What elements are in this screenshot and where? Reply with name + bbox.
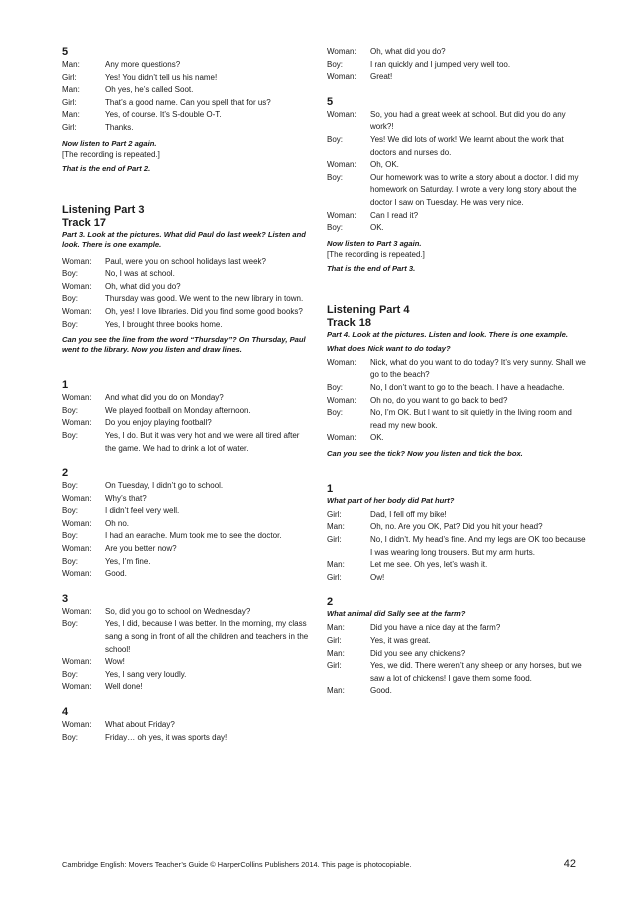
dialogue-line	[62, 392, 312, 405]
speaker-label: Boy:	[62, 531, 79, 541]
dialogue-text: No, I don’t want to go to the beach. I have a headache.	[370, 382, 565, 392]
dialogue-line	[327, 46, 587, 59]
dialogue-line	[62, 681, 312, 694]
dialogue-line	[62, 256, 312, 269]
speaker-label: Woman:	[327, 395, 357, 405]
dialogue-line	[62, 480, 312, 493]
dialogue	[62, 392, 312, 455]
dialogue-text: Oh no, do you want to go back to bed?	[370, 395, 508, 405]
speaker-label: Boy:	[327, 408, 344, 418]
speaker-label: Woman:	[62, 518, 92, 528]
dialogue-line	[327, 521, 587, 534]
instruction: Now listen to Part 2 again.	[62, 138, 157, 148]
dialogue-line	[327, 71, 587, 84]
part-instruction: Part 4. Look at the pictures. Listen and look. There is one example.	[327, 329, 568, 339]
dialogue-line	[62, 669, 312, 682]
repeat-note: [The recording is repeated.]	[62, 149, 160, 159]
part-heading: Listening Part 4	[327, 303, 410, 316]
speaker-label: Woman:	[327, 210, 357, 220]
dialogue-text: No, I was at school.	[105, 269, 175, 279]
dialogue-line	[327, 395, 587, 408]
dialogue-text: Friday… oh yes, it was sports day!	[105, 732, 228, 742]
speaker-label: Woman:	[327, 357, 357, 367]
dialogue	[62, 480, 312, 581]
dialogue-text: Thanks.	[105, 122, 134, 132]
dialogue-text: What about Friday?	[105, 720, 175, 729]
dialogue-text: Good.	[105, 569, 127, 579]
speaker-label: Boy:	[62, 294, 79, 304]
track-label: Track 18	[327, 316, 372, 329]
dialogue-text: Dad, I fell off my bike!	[370, 509, 447, 519]
dialogue	[327, 46, 587, 84]
section-number: 5	[327, 95, 334, 108]
speaker-label: Girl:	[327, 535, 342, 545]
speaker-label: Man:	[62, 110, 80, 120]
speaker-label: Boy:	[327, 59, 344, 69]
dialogue-line	[327, 172, 587, 210]
speaker-label: Girl:	[62, 97, 77, 107]
dialogue-text: So, did you go to school on Wednesday?	[105, 606, 251, 616]
dialogue-text: Oh no.	[105, 518, 130, 528]
speaker-label: Girl:	[327, 509, 342, 519]
dialogue-text: Good.	[370, 686, 392, 696]
track-label: Track 17	[62, 216, 107, 229]
speaker-label: Boy:	[62, 619, 79, 629]
dialogue-line	[62, 568, 312, 581]
speaker-label: Man:	[327, 623, 345, 633]
section-number: 2	[327, 596, 334, 609]
dialogue-text: Nick, what do you want to do today? It’s very sunny. Shall we go to the beach?	[370, 357, 586, 380]
page-number: 42	[563, 858, 576, 870]
speaker-label: Woman:	[62, 657, 92, 667]
dialogue-line	[62, 719, 312, 732]
dialogue-text: Oh, OK.	[370, 160, 399, 170]
dialogue-line	[62, 732, 312, 745]
speaker-label: Man:	[327, 522, 345, 532]
dialogue-line	[327, 134, 587, 159]
dialogue-line	[327, 635, 587, 648]
dialogue-line	[327, 622, 587, 635]
speaker-label: Boy:	[327, 172, 344, 182]
dialogue	[62, 719, 312, 744]
dialogue-text: Yes, it was great.	[370, 636, 431, 646]
instruction: Now listen to Part 3 again.	[327, 238, 422, 248]
speaker-label: Woman:	[327, 433, 357, 443]
dialogue-text: Oh, no. Are you OK, Pat? Did you hit your head?	[370, 522, 543, 532]
speaker-label: Man:	[327, 560, 345, 570]
section-number: 3	[62, 592, 69, 605]
dialogue-text: Can I read it?	[370, 210, 419, 220]
speaker-label: Woman:	[327, 109, 357, 119]
speaker-label: Boy:	[327, 382, 344, 392]
dialogue-text: Yes, I sang very loudly.	[105, 669, 187, 679]
right-column	[327, 46, 587, 698]
dialogue-line	[327, 109, 587, 134]
dialogue-text: No, I didn’t. My head’s fine. And my legs are OK too because I was wearing long trousers. But my arm hurts.	[370, 535, 586, 557]
dialogue-text: No, I’m OK. But I want to sit quietly in the living room and read my new book.	[370, 408, 572, 430]
speaker-label: Woman:	[327, 72, 357, 82]
dialogue-line	[327, 59, 587, 72]
section-number: 4	[62, 706, 69, 718]
speaker-label: Man:	[327, 686, 345, 696]
dialogue-text: So, you had a great week at school. But did you do any work?!	[370, 109, 566, 132]
speaker-label: Boy:	[62, 481, 79, 491]
page-footer	[62, 858, 576, 870]
dialogue-text: I didn’t feel very well.	[105, 506, 180, 516]
part-instruction: Part 3. Look at the pictures. What did Paul do last week? Listen and look. There is one example.	[62, 229, 306, 249]
speaker-label: Boy:	[62, 732, 79, 742]
dialogue-text: Are you better now?	[105, 544, 177, 554]
speaker-label: Woman:	[62, 569, 92, 579]
dialogue-text: OK.	[370, 433, 384, 443]
dialogue-line	[327, 559, 587, 572]
speaker-label: Girl:	[62, 122, 77, 132]
dialogue-line	[62, 518, 312, 531]
dialogue-text: I ran quickly and I jumped very well too.	[370, 59, 511, 69]
speaker-label: Girl:	[327, 572, 342, 582]
speaker-label: Boy:	[62, 506, 79, 516]
dialogue-line	[62, 293, 312, 306]
dialogue-line	[62, 109, 312, 122]
speaker-label: Woman:	[62, 418, 92, 428]
dialogue-text: Yes, I did, because I was better. In the morning, my class sang a song in front of all the children and teachers in the school!	[105, 619, 309, 654]
speaker-label: Man:	[327, 648, 345, 658]
end-note: That is the end of Part 3.	[327, 263, 416, 273]
dialogue-text: Yes, I brought three books home.	[105, 319, 223, 329]
end-note: That is the end of Part 2.	[62, 163, 151, 173]
speaker-label: Boy:	[62, 269, 79, 279]
dialogue-text: Oh, what did you do?	[105, 281, 181, 291]
dialogue-line	[62, 430, 312, 455]
dialogue-line	[62, 97, 312, 110]
speaker-label: Boy:	[62, 430, 79, 440]
dialogue	[327, 622, 587, 698]
dialogue-line	[62, 84, 312, 97]
dialogue-text: Oh, yes! I love libraries. Did you find some good books?	[105, 306, 303, 316]
dialogue-text: Wow!	[105, 657, 125, 667]
dialogue	[327, 357, 587, 445]
dialogue-line	[62, 281, 312, 294]
dialogue-line	[62, 493, 312, 506]
question: What animal did Sally see at the farm?	[327, 609, 466, 619]
dialogue-line	[62, 405, 312, 418]
speaker-label: Girl:	[327, 636, 342, 646]
dialogue-text: Oh yes, he’s called Soot.	[105, 85, 194, 95]
dialogue-text: That’s a good name. Can you spell that for us?	[105, 97, 271, 107]
speaker-label: Woman:	[62, 682, 92, 692]
speaker-label: Boy:	[62, 319, 79, 329]
dialogue-line	[327, 407, 587, 432]
dialogue-text: Did you have a nice day at the farm?	[370, 623, 501, 633]
dialogue-text: We played football on Monday afternoon.	[105, 405, 251, 415]
dialogue-line	[327, 210, 587, 223]
section-number: 2	[62, 467, 69, 480]
speaker-label: Boy:	[327, 223, 344, 233]
speaker-label: Woman:	[62, 306, 92, 316]
dialogue-line	[62, 618, 312, 656]
dialogue-text: Any more questions?	[105, 60, 181, 69]
question: Can you see the line from the word “Thursday”? On Thursday, Paul went to the library. Now you listen and draw lines.	[62, 335, 306, 355]
dialogue-text: Did you see any chickens?	[370, 648, 466, 658]
dialogue-line	[62, 530, 312, 543]
dialogue-line	[327, 382, 587, 395]
speaker-label: Woman:	[62, 281, 92, 291]
dialogue	[327, 509, 587, 585]
speaker-label: Woman:	[62, 393, 92, 403]
dialogue-text: Let me see. Oh yes, let’s wash it.	[370, 560, 488, 570]
part-heading: Listening Part 3	[62, 203, 145, 216]
dialogue-text: Thursday was good. We went to the new library in town.	[105, 294, 304, 304]
section-number: 1	[62, 379, 69, 392]
speaker-label: Woman:	[327, 47, 357, 56]
dialogue-text: Oh, what did you do?	[370, 47, 446, 56]
dialogue-line	[62, 505, 312, 518]
dialogue-text: Yes! You didn’t tell us his name!	[105, 72, 218, 82]
dialogue	[62, 606, 312, 694]
dialogue-text: Yes, we did. There weren’t any sheep or any horses, but we saw a lot of chickens! I gave them some food.	[370, 661, 582, 683]
dialogue-line	[327, 159, 587, 172]
dialogue-text: Ow!	[370, 572, 385, 582]
speaker-label: Woman:	[62, 720, 92, 729]
dialogue-line	[327, 648, 587, 661]
dialogue-line	[62, 417, 312, 430]
dialogue-text: Do you enjoy playing football?	[105, 418, 212, 428]
copyright-text: Cambridge English: Movers Teacher’s Guide © HarperCollins Publishers 2014. This page is photocopiable.	[62, 859, 412, 869]
speaker-label: Boy:	[327, 134, 344, 144]
speaker-label: Boy:	[62, 669, 79, 679]
question: What does Nick want to do today?	[327, 343, 451, 353]
dialogue-text: Well done!	[105, 682, 143, 692]
speaker-label: Girl:	[62, 72, 77, 82]
dialogue-text: Our homework was to write a story about a doctor. I did my homework on Saturday. I wrote a very long story about the doctor I saw on Tuesday. He was very nice.	[370, 172, 579, 207]
dialogue-line	[327, 432, 587, 445]
dialogue-text: And what did you do on Monday?	[105, 393, 224, 403]
dialogue-line	[327, 534, 587, 559]
speaker-label: Man:	[62, 85, 80, 95]
dialogue-line	[62, 59, 312, 72]
dialogue-line	[62, 268, 312, 281]
dialogue-text: Paul, were you on school holidays last week?	[105, 256, 266, 266]
dialogue-text: OK.	[370, 223, 384, 233]
speaker-label: Boy:	[62, 556, 79, 566]
dialogue-line	[327, 572, 587, 585]
dialogue-line	[62, 656, 312, 669]
dialogue-line	[62, 72, 312, 85]
dialogue-line	[327, 222, 587, 235]
dialogue	[62, 256, 312, 332]
speaker-label: Woman:	[62, 256, 92, 266]
speaker-label: Boy:	[62, 405, 79, 415]
dialogue-line	[327, 357, 587, 382]
dialogue-line	[62, 319, 312, 332]
dialogue-line	[62, 556, 312, 569]
dialogue-text: On Tuesday, I didn’t go to school.	[105, 481, 224, 491]
speaker-label: Woman:	[62, 606, 92, 616]
dialogue-line	[62, 543, 312, 556]
dialogue-line	[62, 606, 312, 619]
dialogue-text: Yes, I do. But it was very hot and we were all tired after the game. We had to drink a lot of water.	[105, 430, 300, 453]
dialogue	[327, 109, 587, 235]
dialogue-text: Yes, I’m fine.	[105, 556, 151, 566]
dialogue-line	[62, 306, 312, 319]
question: What part of her body did Pat hurt?	[327, 495, 455, 505]
section-number: 5	[62, 46, 69, 58]
dialogue-text: I had an earache. Mum took me to see the doctor.	[105, 531, 282, 541]
speaker-label: Woman:	[327, 160, 357, 170]
speaker-label: Man:	[62, 60, 80, 69]
dialogue-line	[327, 685, 587, 698]
repeat-note: [The recording is repeated.]	[327, 249, 425, 259]
dialogue-line	[62, 122, 312, 135]
question: Can you see the tick? Now you listen and tick the box.	[327, 448, 523, 458]
dialogue	[62, 59, 312, 135]
dialogue-text: Why’s that?	[105, 493, 147, 503]
speaker-label: Girl:	[327, 661, 342, 671]
speaker-label: Woman:	[62, 493, 92, 503]
left-column	[62, 46, 312, 744]
dialogue-line	[327, 509, 587, 522]
section-number: 1	[327, 482, 334, 495]
dialogue-text: Great!	[370, 72, 393, 82]
dialogue-line	[327, 660, 587, 685]
speaker-label: Woman:	[62, 544, 92, 554]
dialogue-text: Yes! We did lots of work! We learnt about the work that doctors and nurses do.	[370, 134, 564, 157]
dialogue-text: Yes, of course. It’s S-double O-T.	[105, 110, 222, 120]
